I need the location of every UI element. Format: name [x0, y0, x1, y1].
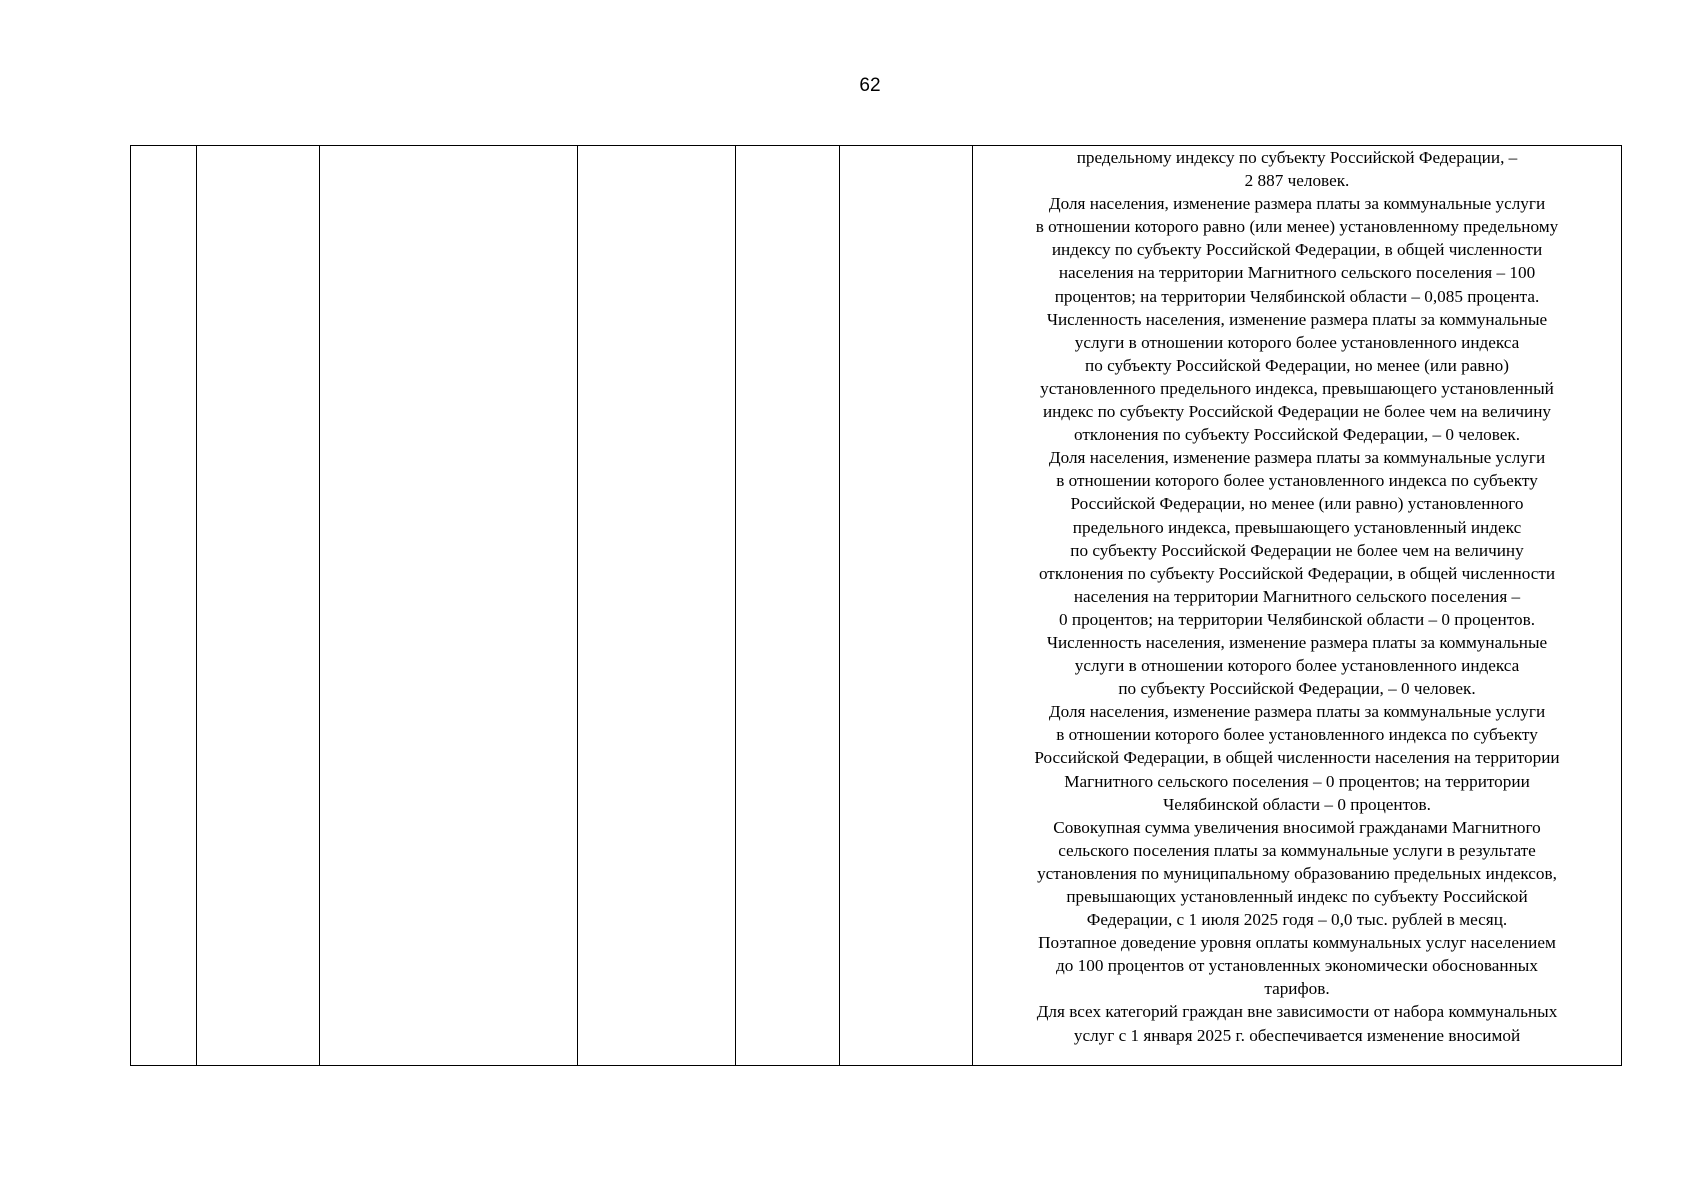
text-line: в отношении которого более установленного индекса по субъекту [1056, 471, 1538, 491]
text-line: 2 887 человек. [1244, 171, 1350, 191]
text-line: установления по муниципальному образованию предельных индексов, [1037, 863, 1557, 883]
text-line: населения на территории Магнитного сельского поселения – 100 [1058, 263, 1536, 283]
text-line: в отношении которого более установленного индекса по субъекту [1056, 725, 1538, 745]
text-line: Численность населения, изменение размера платы за коммунальные [1046, 309, 1548, 329]
text-line: по субъекту Российской Федерации, но менее (или равно) [1085, 355, 1509, 375]
text-line: Российской Федерации, в общей численности населения на территории [1034, 748, 1560, 768]
text-line: населения на территории Магнитного сельского поселения – [1073, 586, 1521, 606]
text-line: Магнитного сельского поселения – 0 процентов; на территории [1064, 771, 1530, 791]
text-line: услуги в отношении которого более установленного индекса [1074, 656, 1520, 676]
text-line: процентов; на территории Челябинской области – 0,085 процента. [1054, 286, 1540, 306]
text-line: по субъекту Российской Федерации, – 0 человек. [1118, 679, 1476, 699]
text-line: услуги в отношении которого более установленного индекса [1074, 332, 1520, 352]
text-line: установленного предельного индекса, превышающего установленный [1040, 378, 1554, 398]
table-cell-5 [736, 146, 840, 1066]
text-line: превышающих установленный индекс по субъекту Российской [1066, 887, 1528, 906]
text-line: сельского поселения платы за коммунальные услуги в результате [1058, 840, 1536, 860]
text-line: тарифов. [1264, 979, 1330, 999]
text-line: Российской Федерации, но менее (или равно) установленного [1070, 494, 1524, 514]
text-line: Совокупная сумма увеличения вносимой гражданами Магнитного [1053, 817, 1541, 837]
text-line: услуг с 1 января 2025 г. обеспечивается изменение вносимой [1073, 1025, 1521, 1045]
text-line: предельному индексу по субъекту Российской Федерации, – [1076, 148, 1518, 167]
text-line: Челябинской области – 0 процентов. [1163, 794, 1431, 814]
text-line: отклонения по субъекту Российской Федерации, – 0 человек. [1073, 425, 1521, 445]
table-cell-4 [578, 146, 736, 1066]
text-line: Доля населения, изменение размера платы за коммунальные услуги [1048, 194, 1546, 214]
text-line: до 100 процентов от установленных экономически обоснованных [1056, 956, 1538, 976]
data-table [130, 145, 1622, 1066]
table-cell-1 [131, 146, 197, 1066]
table-cell-3 [320, 146, 578, 1066]
text-line: Доля населения, изменение размера платы за коммунальные услуги [1048, 448, 1546, 468]
text-line: Поэтапное доведение уровня оплаты коммунальных услуг населением [1038, 933, 1556, 953]
text-line: в отношении которого равно (или менее) установленному предельному [1035, 217, 1559, 237]
text-line: 0 процентов; на территории Челябинской области – 0 процентов. [1058, 609, 1536, 629]
text-line: индексу по субъекту Российской Федерации, в общей численности [1051, 240, 1543, 260]
page-number: 62 [859, 75, 881, 96]
table-cell-description [973, 146, 1622, 1066]
text-line: по субъекту Российской Федерации не более чем на величину [1070, 540, 1524, 560]
text-line: Численность населения, изменение размера платы за коммунальные [1046, 632, 1548, 652]
text-line: Доля населения, изменение размера платы за коммунальные услуги [1048, 702, 1546, 722]
table-cell-2 [197, 146, 320, 1066]
table-cell-6 [840, 146, 973, 1066]
table-row [131, 146, 1622, 1066]
text-line: Для всех категорий граждан вне зависимости от набора коммунальных [1036, 1002, 1558, 1022]
text-line: индекс по субъекту Российской Федерации не более чем на величину [1042, 402, 1552, 422]
text-line: Федерации, с 1 июля 2025 годя – 0,0 тыс. рублей в месяц. [1086, 910, 1508, 930]
text-line: предельного индекса, превышающего установленный индекс [1072, 517, 1522, 537]
text-line: отклонения по субъекту Российской Федерации, в общей численности [1038, 563, 1556, 583]
